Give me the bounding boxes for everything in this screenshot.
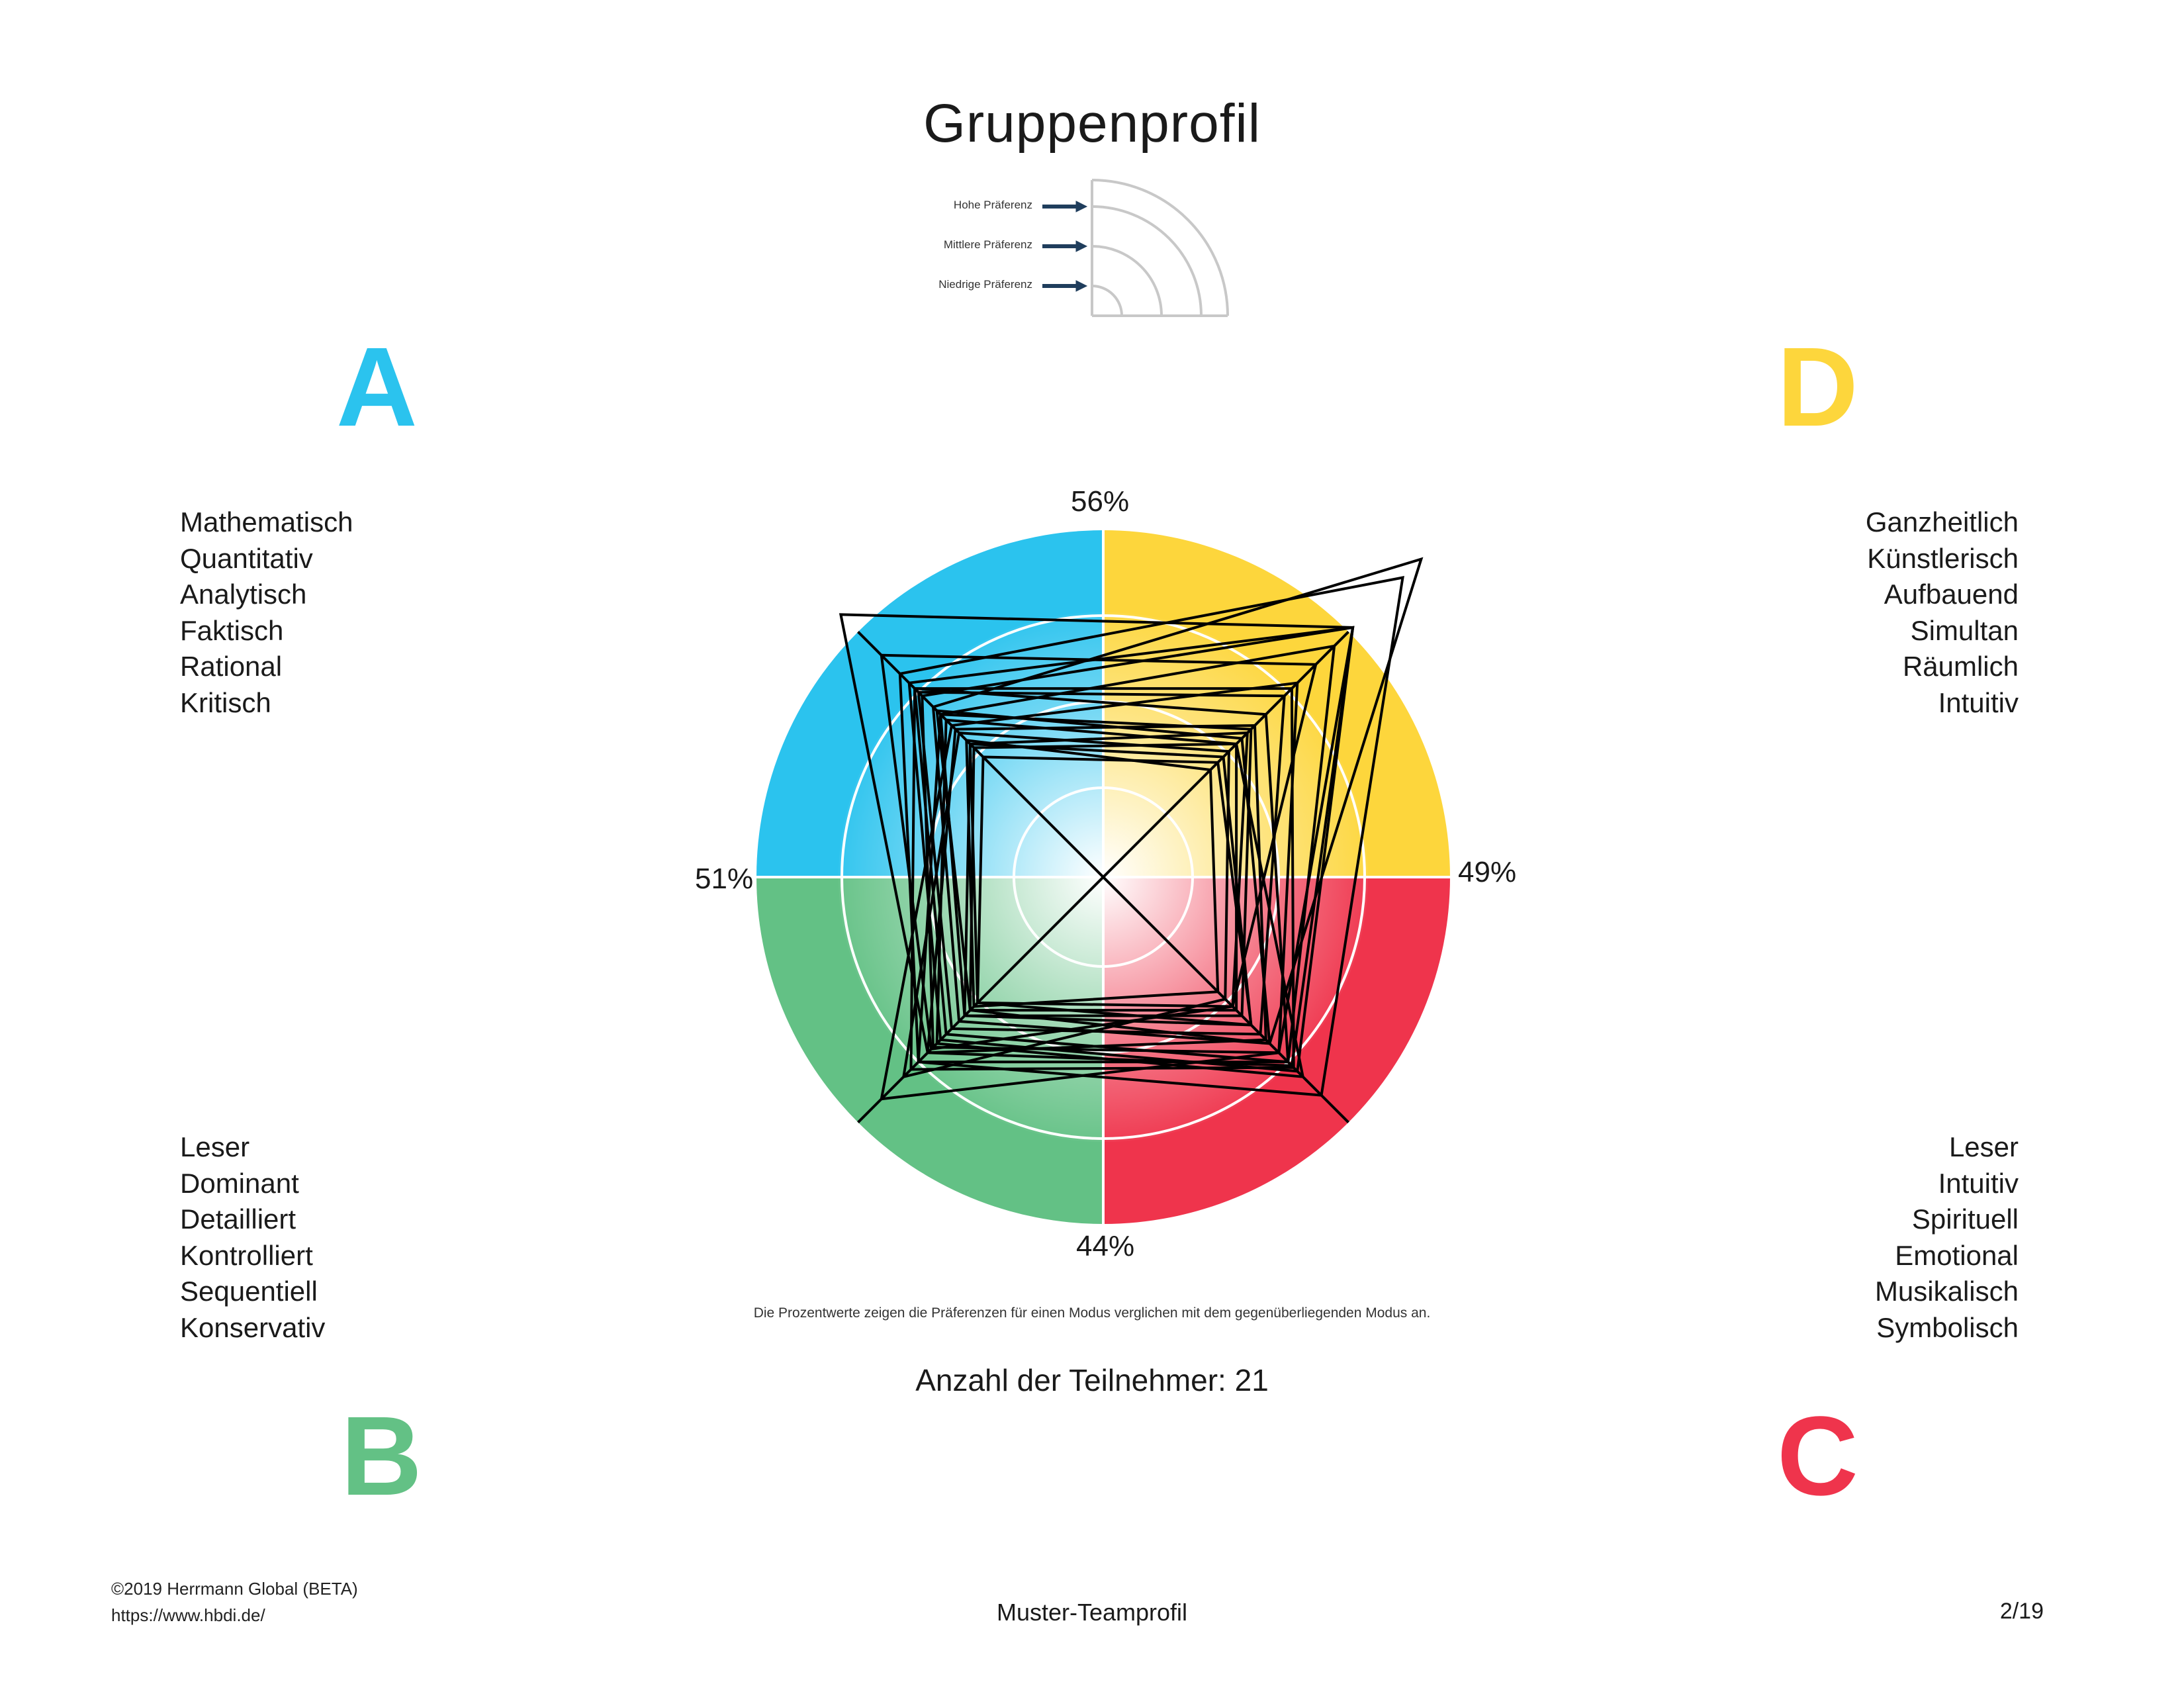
trait-a-4: Faktisch: [180, 614, 284, 646]
trait-c-2: Intuitiv: [1938, 1167, 2019, 1199]
trait-d-5: Räumlich: [1902, 651, 2019, 682]
document-name: Muster-Teamprofil: [996, 1599, 1188, 1626]
trait-d-6: Intuitiv: [1938, 686, 2019, 718]
trait-b-5: Sequentiell: [180, 1276, 318, 1307]
trait-c-5: Musikalisch: [1874, 1276, 2019, 1307]
percent-label-b: 51%: [695, 863, 754, 895]
participant-count: Anzahl der Teilnehmer: 21: [915, 1363, 1269, 1397]
trait-d-2: Künstlerisch: [1867, 542, 2019, 574]
trait-b-6: Konservativ: [180, 1311, 326, 1343]
quadrant-letter-d: D: [1777, 324, 1858, 450]
website-link[interactable]: https://www.hbdi.de/: [111, 1605, 265, 1625]
trait-c-4: Emotional: [1895, 1239, 2019, 1271]
legend-label-high: Hohe Präferenz: [953, 199, 1032, 211]
trait-a-5: Rational: [180, 651, 283, 682]
trait-d-3: Aufbauend: [1884, 579, 2019, 610]
legend-label-low: Niedrige Präferenz: [938, 278, 1032, 291]
trait-b-2: Dominant: [180, 1167, 299, 1199]
quadrant-letter-a: A: [336, 324, 418, 450]
trait-b-4: Kontrolliert: [180, 1239, 313, 1271]
chart-note: Die Prozentwerte zeigen die Präferenzen für einen Modus verglichen mit dem gegenüberliegenden Modus an.: [753, 1305, 1431, 1321]
trait-b-3: Detailliert: [180, 1203, 296, 1235]
trait-c-3: Spirituell: [1911, 1203, 2019, 1235]
trait-c-6: Symbolisch: [1876, 1311, 2019, 1343]
trait-a-3: Analytisch: [180, 579, 307, 610]
percent-label-c: 44%: [1076, 1230, 1135, 1262]
page-title: Gruppenprofil: [923, 93, 1261, 154]
trait-a-2: Quantitativ: [180, 542, 313, 574]
legend-label-mid: Mittlere Präferenz: [943, 238, 1032, 251]
copyright-text: ©2019 Herrmann Global (BETA): [111, 1579, 358, 1599]
percent-label-a: 56%: [1071, 485, 1130, 518]
page-number: 2/19: [1999, 1599, 2044, 1624]
trait-a-1: Mathematisch: [180, 506, 353, 538]
trait-d-1: Ganzheitlich: [1865, 506, 2019, 538]
trait-b-1: Leser: [180, 1131, 250, 1162]
trait-d-4: Simultan: [1910, 614, 2019, 646]
trait-a-6: Kritisch: [180, 686, 271, 718]
quadrant-letter-c: C: [1777, 1393, 1858, 1519]
trait-c-1: Leser: [1948, 1131, 2019, 1162]
percent-label-d: 49%: [1458, 856, 1517, 888]
quadrant-letter-b: B: [341, 1393, 422, 1519]
